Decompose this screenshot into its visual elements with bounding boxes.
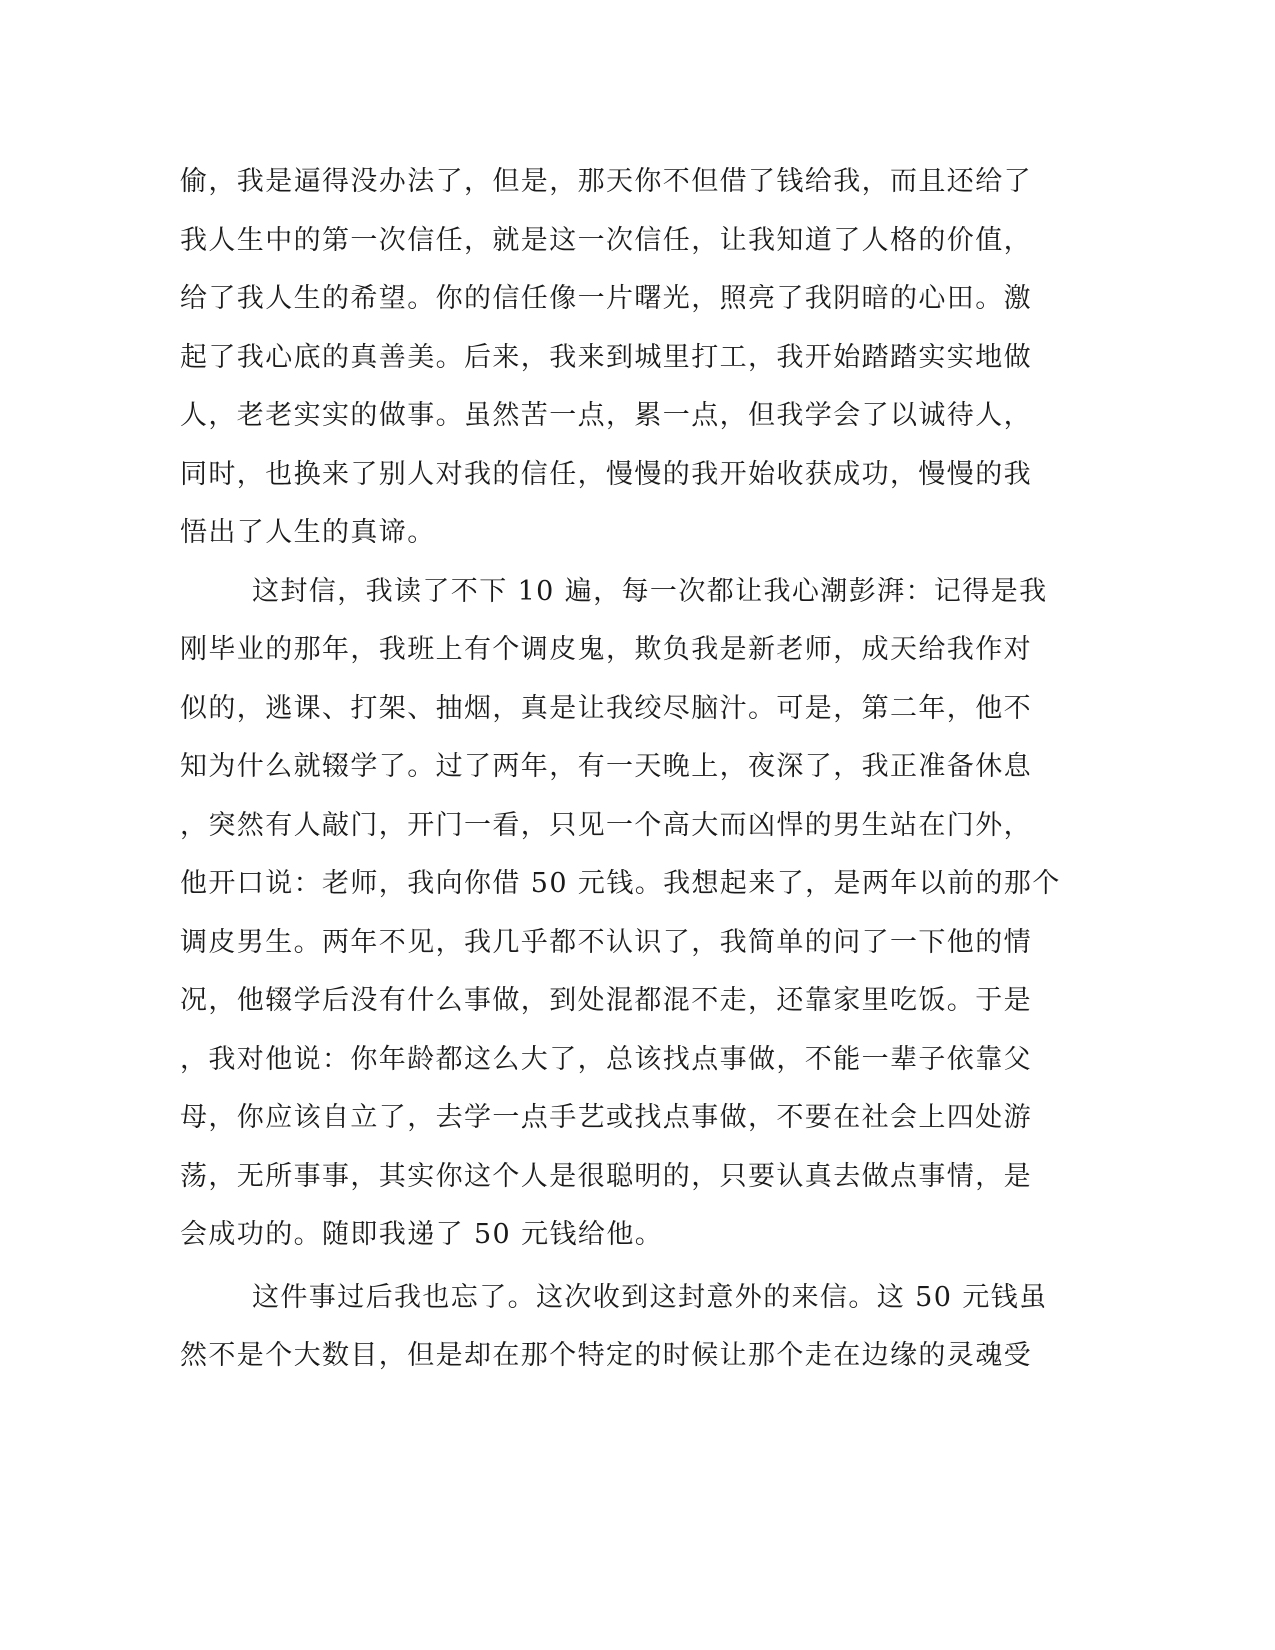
paragraph-first-line: 这封信，我读了不下 10 遍，每一次都让我心潮彭湃：记得是我 bbox=[252, 576, 1048, 607]
text-line: 刚毕业的那年，我班上有个调皮鬼，欺负我是新老师，成天给我作对 bbox=[180, 634, 1032, 665]
text-line: 然不是个大数目，但是却在那个特定的时候让那个走在边缘的灵魂受 bbox=[180, 1340, 1032, 1371]
text-line: 母，你应该自立了，去学一点手艺或找点事做，不要在社会上四处游 bbox=[180, 1102, 1032, 1133]
text-line: 似的，逃课、打架、抽烟，真是让我绞尽脑汁。可是，第二年，他不 bbox=[180, 693, 1032, 724]
text-line: 他开口说：老师，我向你借 50 元钱。我想起来了，是两年以前的那个 bbox=[180, 868, 1061, 899]
paragraph-first-line: 这件事过后我也忘了。这次收到这封意外的来信。这 50 元钱虽 bbox=[252, 1282, 1048, 1313]
text-line: 给了我人生的希望。你的信任像一片曙光，照亮了我阴暗的心田。激 bbox=[180, 283, 1032, 314]
text-line: 起了我心底的真善美。后来，我来到城里打工，我开始踏踏实实地做 bbox=[180, 342, 1032, 373]
text-line: 会成功的。随即我递了 50 元钱给他。 bbox=[180, 1219, 664, 1250]
text-line: ，我对他说：你年龄都这么大了，总该找点事做，不能一辈子依靠父 bbox=[180, 1044, 1032, 1075]
text-line: 调皮男生。两年不见，我几乎都不认识了，我简单的问了一下他的情 bbox=[180, 927, 1032, 958]
text-line: 同时，也换来了别人对我的信任，慢慢的我开始收获成功，慢慢的我 bbox=[180, 459, 1032, 490]
text-line: 人，老老实实的做事。虽然苦一点，累一点，但我学会了以诚待人， bbox=[180, 400, 1032, 431]
text-line: 荡，无所事事，其实你这个人是很聪明的，只要认真去做点事情，是 bbox=[180, 1161, 1032, 1192]
text-line: 悟出了人生的真谛。 bbox=[180, 517, 436, 548]
text-line: 我人生中的第一次信任，就是这一次信任，让我知道了人格的价值， bbox=[180, 225, 1032, 256]
text-line: ，突然有人敲门，开门一看，只见一个高大而凶悍的男生站在门外， bbox=[180, 810, 1032, 841]
text-line: 知为什么就辍学了。过了两年，有一天晚上，夜深了，我正准备休息 bbox=[180, 751, 1032, 782]
text-line: 况，他辍学后没有什么事做，到处混都混不走，还靠家里吃饭。于是 bbox=[180, 985, 1032, 1016]
text-line: 偷，我是逼得没办法了，但是，那天你不但借了钱给我，而且还给了 bbox=[180, 166, 1032, 197]
